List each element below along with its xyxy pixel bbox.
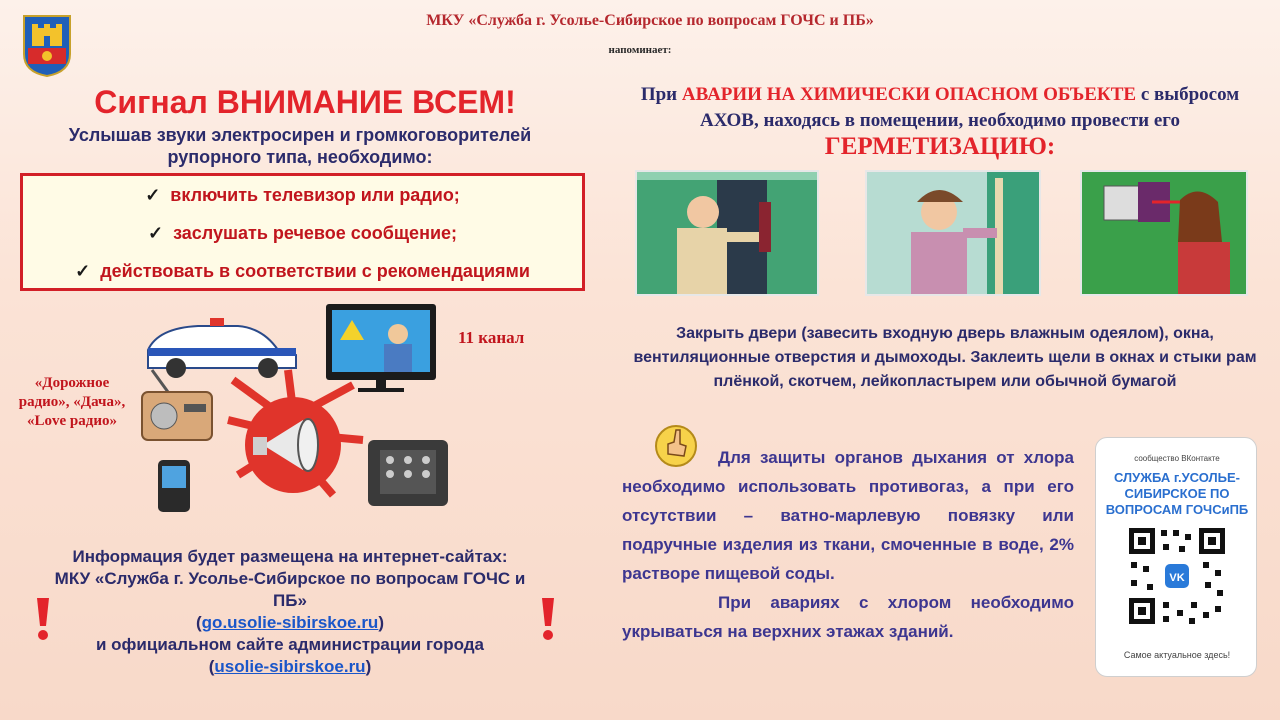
tv-channel-label: 11 канал [458, 328, 525, 347]
checklist-item: ✓ действовать в соответствии с рекомендациями [75, 261, 530, 281]
radio-icon [142, 370, 212, 440]
info-line: и официальном сайте администрации города [95, 635, 484, 654]
mobile-phone-icon [158, 460, 190, 512]
city-crest-logo [22, 14, 72, 78]
info-sites: Информация будет размещена на интернет-сайтах: МКУ «Служба г. Усолье-Сибирское по вопросам ГОЧС и ПБ» (go.usolie-sibirskoe.ru) и официальном сайте администрации города (usolie-sibirskoe.ru) [40, 546, 540, 678]
sealing-instructions: Закрыть двери (завесить входную дверь влажным одеялом), окна, вентиляционные отверстия и дымоходы. Заклеить щели в окнах и стыки рам плёнкой, скотчем, лейкопластырем или обычной бумагой [633, 325, 1257, 390]
breath-paragraph: Для защиты органов дыхания от хлора необходимо использовать противогаз, а при его отсутствии – ватно-марлевую повязку или подручные изделия из ткани, смоченные в воде, 2% растворе пищевой соды. [622, 448, 1074, 583]
vk-qr-card[interactable] [1095, 437, 1257, 677]
seal-door-photo [635, 170, 819, 296]
seal-vent-photo [1080, 170, 1248, 296]
city-site-link[interactable]: usolie-sibirskoe.ru [214, 657, 366, 676]
breath-paragraph: При авариях с хлором необходимо укрываться на верхних этажах зданий. [622, 593, 1074, 641]
vk-badge: VK [1169, 572, 1185, 584]
checklist-item: ✓ заслушать речевое сообщение; [147, 223, 458, 243]
signal-heading [30, 84, 580, 121]
reminds-label: напоминает: [608, 44, 672, 56]
warning-channels-illustration [128, 300, 458, 520]
tv-icon [326, 304, 436, 392]
signal-prefix: Сигнал [94, 84, 208, 120]
qr-footer: Самое актуальное здесь! [1123, 650, 1231, 660]
desk-phone-icon [368, 440, 448, 506]
organization-title: МКУ «Служба г. Усолье-Сибирское по вопросам ГОЧС и ПБ» [426, 12, 874, 29]
check-icon: ✓ [147, 223, 164, 243]
signal-main: ВНИМАНИЕ ВСЕМ! [216, 84, 516, 120]
chemical-accident-heading: При АВАРИИ НА ХИМИЧЕСКИ ОПАСНОМ ОБЪЕКТЕ с выбросом АХОВ, находясь в помещении, необходимо провести его ГЕРМЕТИЗАЦИЮ: [640, 84, 1240, 160]
checklist-item: ✓ включить телевизор или радио; [145, 185, 460, 205]
seal-window-photo [865, 170, 1041, 296]
hermetization-word: ГЕРМЕТИЗАЦИЮ: [824, 133, 1056, 160]
breathing-protection-text [622, 443, 1074, 646]
police-label: ПОЛИЦИЯ [200, 338, 246, 348]
police-car-icon [148, 318, 296, 378]
qr-title: СЛУЖБА г.УСОЛЬЕ-СИБИРСКОЕ ПО ВОПРОСАМ ГОЧСиПБ [1105, 470, 1249, 517]
exclamation-icon [537, 596, 559, 642]
check-icon: ✓ [145, 185, 161, 205]
info-org: МКУ «Служба г. Усолье-Сибирское по вопросам ГОЧС и ПБ» [54, 569, 526, 610]
action-checklist-box [20, 173, 585, 291]
info-line: Информация будет размещена на интернет-сайтах: [72, 547, 508, 566]
mku-site-link[interactable]: go.usolie-sibirskoe.ru [201, 613, 379, 632]
hear-instructions: Услышав звуки электросирен и громкоговорителей рупорного типа, необходимо: [68, 125, 532, 167]
check-icon: ✓ [75, 261, 91, 281]
radio-stations: «Дорожное радио», «Дача», «Love радио» [18, 375, 126, 429]
qr-community-label: сообщество ВКонтакте [1134, 454, 1220, 463]
qr-code-icon [1127, 526, 1227, 626]
